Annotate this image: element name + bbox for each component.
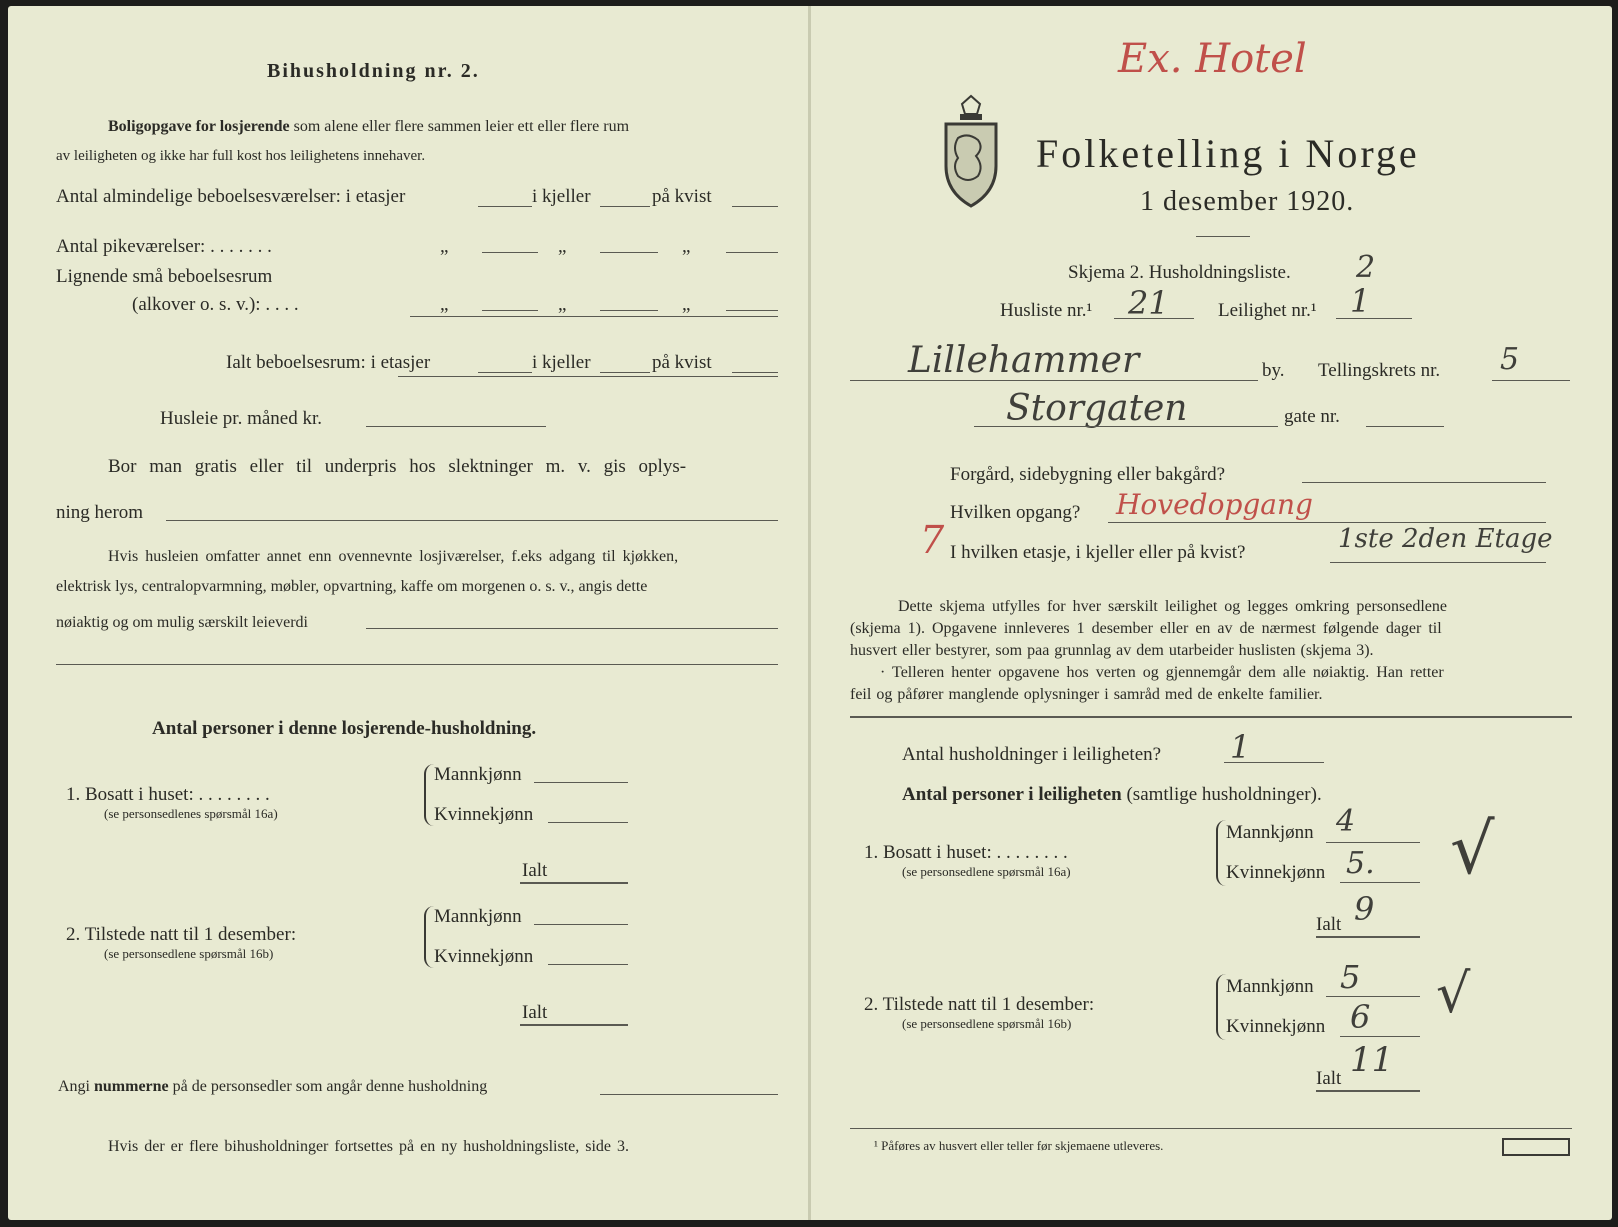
antal-personer-normal: (samtlige husholdninger).: [1126, 784, 1322, 805]
right-q1-sub: (se personsedlene spørsmål 16a): [902, 864, 1071, 879]
right-q1-checkmark: √: [1450, 808, 1495, 890]
page-fold: [808, 6, 811, 1220]
left-q1-mann-field: [534, 782, 628, 783]
lignende-field-1: [482, 310, 538, 311]
rooms-kjeller-field: [600, 206, 650, 207]
rooms-kvist-label: på kvist: [652, 186, 712, 207]
antal-hh-label: Antal husholdninger i leiligheten?: [902, 744, 1162, 765]
instr-line-4: · Telleren henter opgavene hos verten og gjennemgår dem alle nøiaktig. Han retter: [880, 664, 1444, 681]
skjema-label: Skjema 2. Husholdningsliste.: [1068, 262, 1291, 283]
lignende-ditto-2: „: [558, 294, 567, 315]
rooms-etasjer-field: [478, 206, 532, 207]
right-q1-brace: [1216, 820, 1226, 886]
forgaard-label: Forgård, sidebygning eller bakgård?: [950, 464, 1226, 485]
left-q2-mann-field: [534, 924, 628, 925]
lignende-label-1: Lignende små beboelsesrum: [56, 266, 273, 287]
instr-line-1: Dette skjema utfylles for hver særskilt leilighet og legges omkring personsedlene: [898, 598, 1447, 615]
rooms-kvist-field: [732, 206, 778, 207]
gate-nr-field: [1366, 426, 1444, 427]
ialt-etasjer-field: [478, 372, 532, 373]
tellingskrets-field: [1492, 380, 1570, 381]
pike-ditto-1: „: [440, 236, 449, 257]
right-q2-ialt-value: 11: [1350, 1040, 1394, 1080]
rooms-kjeller-label: i kjeller: [532, 186, 591, 207]
left-q2-label: 2. Tilstede natt til 1 desember:: [66, 924, 297, 945]
leilighet-value: 1: [1350, 282, 1371, 320]
ialt-kvist-field: [732, 372, 778, 373]
right-q1-ialt-value: 9: [1354, 890, 1375, 928]
gratis-line-2: ning herom: [56, 502, 144, 523]
right-q1-kvinne-field: [1340, 882, 1420, 883]
by-label: by.: [1262, 360, 1285, 381]
right-q2-ialt-label: Ialt: [1316, 1068, 1342, 1089]
right-q1-kvinne-value: 5.: [1346, 846, 1375, 881]
right-q1-ialt-label: Ialt: [1316, 914, 1342, 935]
angi-field: [600, 1094, 778, 1095]
pike-field-3: [726, 252, 778, 253]
forgaard-field: [1302, 482, 1546, 483]
left-q1-brace: [424, 764, 434, 826]
leilighet-field: [1336, 318, 1412, 319]
rooms-label: Antal almindelige beboelsesværelser: i etasjer: [56, 186, 406, 207]
right-date: 1 desember 1920.: [1140, 186, 1355, 217]
angi-line: [58, 1078, 487, 1096]
hvis-line-2: elektrisk lys, centralopvarmning, møbler, opvartning, kaffe om morgenen o. s. v., angis dette: [56, 578, 648, 595]
right-title: Folketelling i Norge: [1036, 131, 1420, 176]
left-q2-mann-label: Mannkjønn: [434, 906, 522, 927]
right-q1-ialt-field: [1316, 936, 1420, 938]
ialt-kjeller-label: i kjeller: [532, 352, 591, 373]
instr-line-5: feil og påfører manglende oplysninger i samråd med de enkelte familier.: [850, 686, 1323, 703]
right-q2-kvinne-label: Kvinnekjønn: [1226, 1016, 1326, 1037]
instr-line-3: husvert eller bestyrer, som paa grunnlag av dem utarbeider huslisten (skjema 3).: [850, 642, 1374, 659]
gate-value: Storgaten: [1006, 388, 1188, 429]
right-q2-sub: (se personsedlene spørsmål 16b): [902, 1016, 1072, 1031]
opgang-field: [1108, 522, 1546, 523]
etasje-label: I hvilken etasje, i kjeller eller på kvist?: [950, 542, 1246, 563]
left-q1-label: 1. Bosatt i huset: . . . . . . . .: [66, 784, 270, 805]
gratis-line-1: Bor man gratis eller til underpris hos slektninger m. v. gis oplys-: [108, 456, 687, 477]
lignende-field-3: [726, 310, 778, 311]
right-q1-mann-label: Mannkjønn: [1226, 822, 1314, 843]
by-value: Lillehammer: [908, 340, 1140, 381]
by-field: [850, 380, 1258, 381]
left-q2-kvinne-label: Kvinnekjønn: [434, 946, 534, 967]
right-q2-kvinne-field: [1340, 1036, 1420, 1037]
right-q2-mann-field: [1326, 996, 1420, 997]
antal-personer-bold: Antal personer i leiligheten: [902, 784, 1122, 805]
instr-line-2: (skjema 1). Opgavene innleveres 1 desember eller en av de nærmest følgende dager til: [850, 620, 1442, 637]
left-title: Bihusholdning nr. 2.: [267, 60, 480, 82]
antal-personer-line: [902, 784, 1322, 806]
etasje-value: 1ste 2den Etage: [1338, 524, 1553, 554]
ialt-top-rule: [398, 376, 778, 377]
husliste-label: Husliste nr.¹: [1000, 300, 1093, 321]
left-q2-ialt-label: Ialt: [522, 1002, 548, 1023]
right-q1-mann-value: 4: [1336, 804, 1356, 839]
left-q1-ialt-field: [520, 882, 628, 884]
gate-field: [974, 426, 1278, 427]
hvis-line-1: Hvis husleien omfatter annet enn ovennevnte losjiværelser, f.eks adgang til kjøkken,: [108, 548, 679, 565]
angi-a: Angi: [58, 1078, 90, 1095]
ialt-kjeller-field: [600, 372, 650, 373]
gate-label: gate nr.: [1284, 406, 1340, 427]
right-q2-checkmark: √: [1436, 962, 1471, 1025]
right-q1-mann-field: [1326, 842, 1420, 843]
right-q1-label: 1. Bosatt i huset: . . . . . . . .: [864, 842, 1068, 863]
angi-c: på de personsedler som angår denne husholdning: [172, 1078, 488, 1095]
left-q2-ialt-field: [520, 1024, 628, 1026]
husleie-field: [366, 426, 546, 427]
left-antal-title: Antal personer i denne losjerende-husholdning.: [152, 718, 537, 739]
lignende-ditto-3: „: [682, 294, 691, 315]
pike-field-1: [482, 252, 538, 253]
right-q2-mann-value: 5: [1340, 958, 1361, 996]
left-q2-kvinne-field: [548, 964, 628, 965]
intro-rest: som alene eller flere sammen leier ett eller flere rum: [293, 118, 630, 135]
left-q1-ialt-label: Ialt: [522, 860, 548, 881]
pike-field-2: [600, 252, 658, 253]
antal-hh-field: [1224, 762, 1324, 763]
etasje-field: [1330, 562, 1546, 563]
ex-hotel-annotation: Ex. Hotel: [1118, 36, 1307, 82]
gratis-field: [166, 520, 778, 521]
left-q2-brace: [424, 906, 434, 968]
etasje-mark: 7: [920, 518, 945, 562]
lignende-sum-rule: [410, 316, 778, 317]
ialt-rooms-label: Ialt beboelsesrum: i etasjer: [226, 352, 431, 373]
hvis-line-3: nøiaktig og om mulig særskilt leieverdi: [56, 614, 308, 631]
left-q1-kvinne-label: Kvinnekjønn: [434, 804, 534, 825]
ialt-kvist-label: på kvist: [652, 352, 712, 373]
lignende-field-2: [600, 310, 658, 311]
left-q1-mann-label: Mannkjønn: [434, 764, 522, 785]
pike-ditto-3: „: [682, 236, 691, 257]
right-footnote: ¹ Påføres av husvert eller teller før skjemaene utleveres.: [874, 1138, 1164, 1153]
intro-lead: Boligopgave for losjerende: [108, 118, 290, 135]
leilighet-label: Leilighet nr.¹: [1218, 300, 1317, 321]
antal-hh-value: 1: [1230, 728, 1251, 766]
footnote-rule: [850, 1128, 1572, 1129]
husliste-field: [1114, 318, 1194, 319]
leieverdi-field-2: [56, 664, 778, 665]
printer-stamp: [1502, 1138, 1570, 1156]
instructions-rule: [850, 716, 1572, 718]
pike-label: Antal pikeværelser: . . . . . . .: [56, 236, 272, 257]
pike-ditto-2: „: [558, 236, 567, 257]
angi-b: nummerne: [94, 1078, 169, 1095]
tellingskrets-value: 5: [1500, 342, 1520, 377]
leieverdi-field: [366, 628, 778, 629]
tellingskrets-label: Tellingskrets nr.: [1318, 360, 1441, 381]
intro-line-2: av leiligheten og ikke har full kost hos leilighetens innehaver.: [56, 148, 426, 164]
right-q2-kvinne-value: 6: [1350, 998, 1371, 1036]
left-q1-kvinne-field: [548, 822, 628, 823]
norway-coat-of-arms: [940, 94, 1002, 210]
skjema-value: 2: [1356, 250, 1376, 285]
opgang-label: Hvilken opgang?: [950, 502, 1081, 523]
left-footer: Hvis der er flere bihusholdninger fortsettes på en ny husholdningsliste, side 3.: [108, 1138, 630, 1155]
right-q1-kvinne-label: Kvinnekjønn: [1226, 862, 1326, 883]
lignende-ditto-1: „: [440, 294, 449, 315]
husliste-value: 21: [1128, 284, 1169, 322]
lignende-label-2: (alkover o. s. v.): . . . .: [132, 294, 299, 315]
intro-line-1: [108, 118, 629, 136]
husleie-label: Husleie pr. måned kr.: [160, 408, 322, 429]
right-q2-brace: [1216, 974, 1226, 1040]
right-q2-label: 2. Tilstede natt til 1 desember:: [864, 994, 1095, 1015]
opgang-value: Hovedopgang: [1116, 488, 1313, 521]
title-divider: [1196, 236, 1250, 237]
left-q1-sub: (se personsedlenes spørsmål 16a): [104, 806, 278, 821]
right-q2-ialt-field: [1316, 1090, 1420, 1092]
right-q2-mann-label: Mannkjønn: [1226, 976, 1314, 997]
left-q2-sub: (se personsedlene spørsmål 16b): [104, 946, 274, 961]
